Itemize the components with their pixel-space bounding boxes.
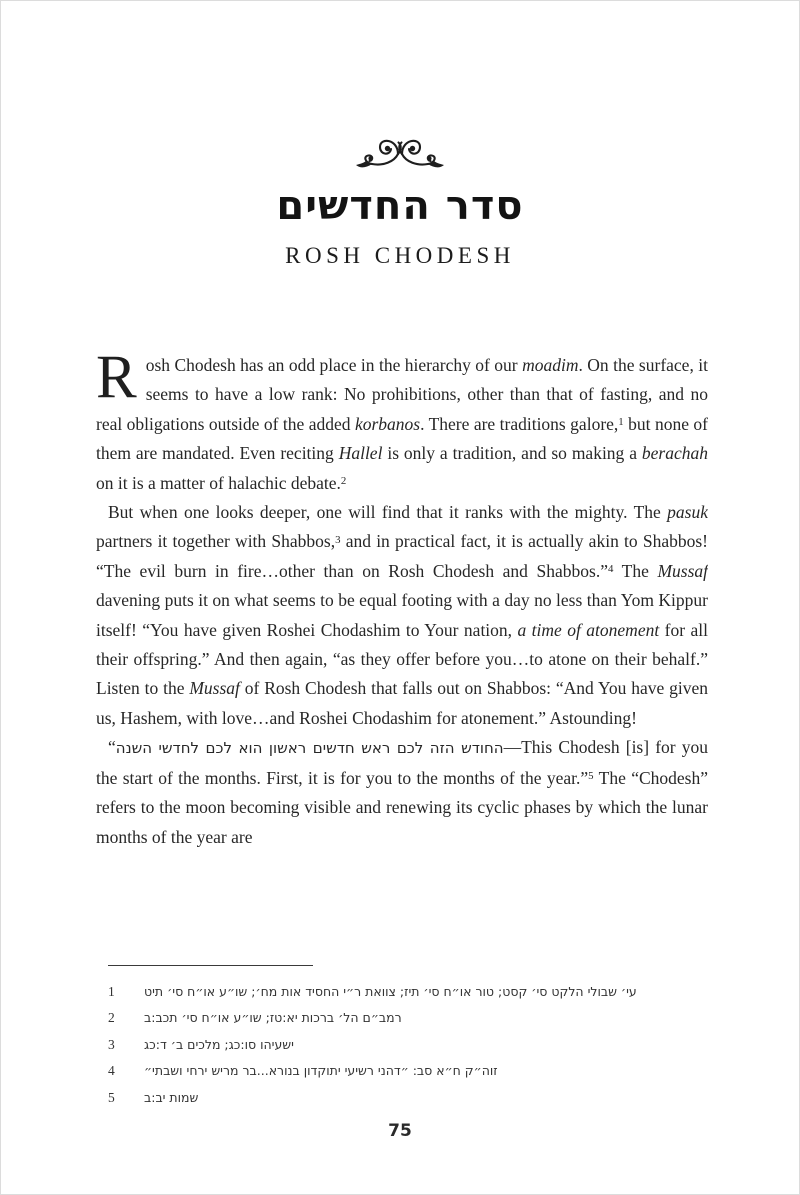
paragraph bbox=[96, 733, 708, 852]
italic-term: berachah bbox=[641, 443, 708, 464]
text-run: The “Chodesh” refers to the moon becoming visible and renewing its cyclic phases by which the lunar months of the year are bbox=[96, 767, 708, 847]
italic-term: Hallel bbox=[338, 443, 383, 464]
footnote-item bbox=[108, 1085, 708, 1111]
footnote-item bbox=[108, 1032, 708, 1058]
text-run: of Rosh Chodesh that falls out on Shabbos: “And You have given us, Hashem, with love…and Roshei Chodashim for atonement.” Astounding! bbox=[96, 678, 708, 728]
italic-term: moadim bbox=[522, 355, 579, 375]
footnote-item bbox=[108, 979, 708, 1005]
footnote-separator bbox=[108, 965, 313, 966]
drop-cap: R bbox=[96, 351, 137, 411]
footnotes-section bbox=[96, 965, 708, 1111]
footnote-marker: 1 bbox=[618, 415, 624, 428]
italic-term: pasuk bbox=[667, 502, 708, 523]
text-run: “ bbox=[108, 737, 116, 758]
footnote-marker: 5 bbox=[588, 769, 594, 782]
chapter-title-english: ROSH CHODESH bbox=[285, 243, 515, 268]
text-run: partners it together with Shabbos, bbox=[96, 531, 336, 552]
footnote-item bbox=[108, 1058, 708, 1084]
chapter-title-hebrew: סדר החדשים bbox=[276, 183, 524, 229]
italic-term: Mussaf bbox=[189, 678, 240, 699]
footnote-text: שמות יב:ב bbox=[144, 1089, 199, 1105]
footnote-text: עי׳ שבולי הלקט סי׳ קסט; טור או״ח סי׳ תיז; צוואת ר״י החסיד אות מח׳; שו״ע או״ח סי׳ תיט bbox=[144, 984, 637, 999]
hebrew-quote: החודש הזה לכם ראש חדשים ראשון הוא לכם לחדשי השנה bbox=[115, 739, 504, 758]
italic-term: korbanos bbox=[354, 413, 421, 434]
text-run: is only a tradition, and so making a bbox=[382, 443, 642, 464]
footnote-number: 3 bbox=[108, 1036, 115, 1052]
text-run: and in practical fact, it is actually akin to Shabbos! “The evil burn in fire…other than on Rosh Chodesh and Shabbos.” bbox=[96, 531, 708, 581]
text-run: for all their offspring.” And then again, “as they offer before you…to atone on their behalf.” Listen to the bbox=[96, 619, 708, 699]
text-run: davening puts it on what seems to be equal footing with a day no less than Yom Kippur itself! “You have given Roshei Chodashim to Your nation, bbox=[96, 590, 708, 640]
text-run: . There are traditions galore, bbox=[420, 413, 619, 434]
footnote-item bbox=[108, 1005, 708, 1031]
page-number: 75 bbox=[388, 1121, 412, 1141]
text-run: osh Chodesh has an odd place in the hierarchy of our bbox=[145, 355, 523, 375]
footnote-text: זוה״ק ח״א סב: ״דהני רשיעי יתוקדון בנורא...בר מריש ירחי ושבתי״ bbox=[144, 1063, 498, 1079]
paragraph bbox=[96, 351, 708, 498]
text-run: on it is a matter of halachic debate. bbox=[96, 472, 341, 493]
footnote-text: ישעיהו סו:כג; מלכים ב׳ ד:כג bbox=[144, 1036, 294, 1052]
footnote-number: 2 bbox=[108, 1010, 115, 1026]
text-run: . On the surface, it seems to have a low rank: No prohibitions, other than that of fasting, and no real obligations outside of the added bbox=[96, 355, 708, 434]
body-text bbox=[96, 351, 708, 852]
footnote-number: 5 bbox=[108, 1089, 115, 1105]
footnote-text: רמב״ם הל׳ ברכות יא:טז; שו״ע או״ח סי׳ תכב:ב bbox=[144, 1010, 402, 1026]
footnote-marker: 4 bbox=[607, 562, 614, 575]
footnote-list bbox=[96, 979, 708, 1111]
ornament-flourish-icon bbox=[1, 132, 799, 179]
footnote-marker: 2 bbox=[340, 474, 347, 487]
footnote-number: 4 bbox=[108, 1063, 115, 1079]
text-run: but none of them are mandated. Even reciting bbox=[96, 413, 708, 464]
text-run: But when one looks deeper, one will find that it ranks with the mighty. The bbox=[108, 502, 668, 523]
paragraph bbox=[96, 498, 708, 733]
italic-term: a time of atonement bbox=[517, 619, 660, 640]
italic-term: Mussaf bbox=[657, 560, 708, 581]
footnote-number: 1 bbox=[108, 984, 115, 999]
text-run: The bbox=[613, 560, 658, 581]
footnote-marker: 3 bbox=[335, 533, 341, 546]
text-run: —This Chodesh [is] for you the start of the months. First, it is for you to the months of the year.” bbox=[96, 737, 708, 788]
